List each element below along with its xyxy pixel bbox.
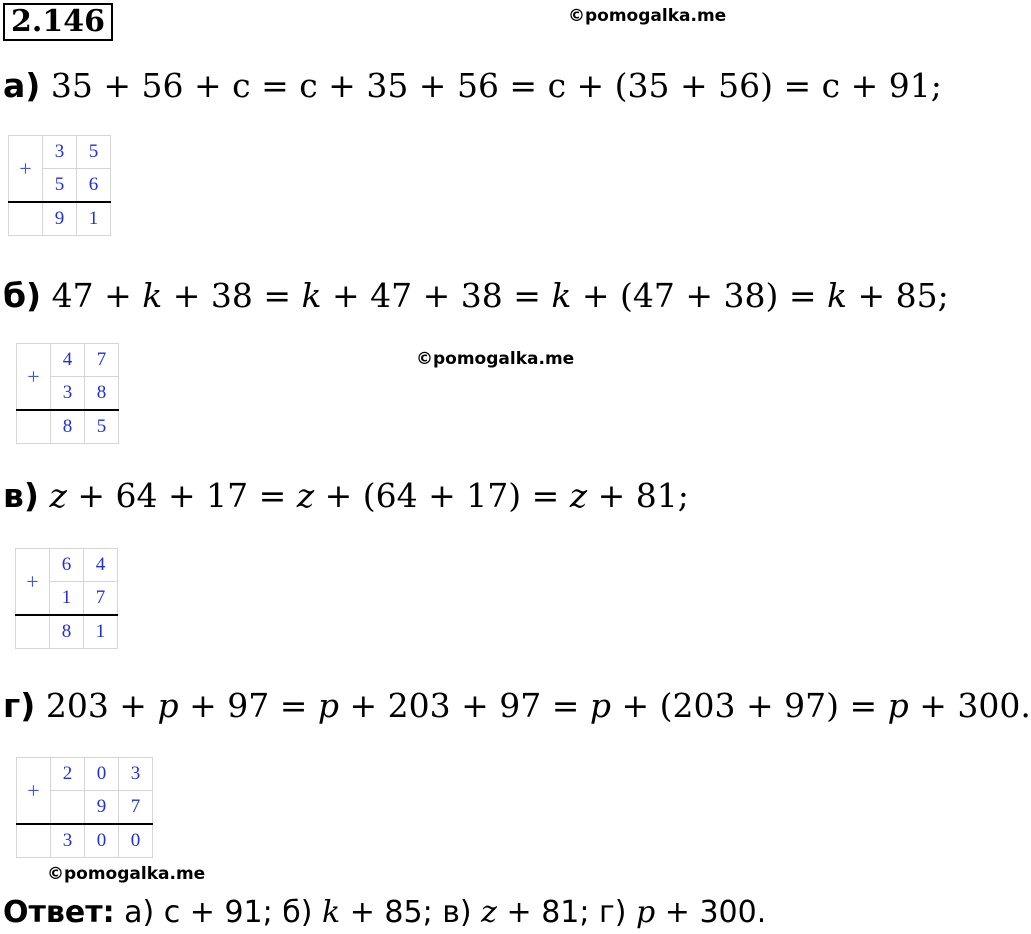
- plus-sign: +: [17, 758, 51, 825]
- plus-sign: +: [16, 549, 50, 616]
- part-b-equation: [3, 276, 949, 316]
- sum-digit-cell: 3: [51, 824, 85, 858]
- sum-digit-cell: 5: [85, 410, 119, 444]
- part-b-label: б): [3, 276, 42, 315]
- sum-row: [16, 615, 118, 649]
- problem-number: 2.146: [3, 3, 113, 41]
- expression-segment: p: [157, 686, 179, 725]
- digit-cell: 9: [85, 791, 119, 825]
- sum-digit-cell: 8: [51, 410, 85, 444]
- digit-cell: 4: [84, 549, 118, 582]
- answer-segment: а) c + 91; б): [114, 895, 323, 930]
- addend-row: [9, 136, 111, 169]
- digit-cell: 7: [85, 344, 119, 377]
- empty-cell: [17, 824, 51, 858]
- expression-segment: p: [589, 686, 611, 725]
- plus-sign: +: [17, 344, 51, 411]
- empty-cell: [16, 615, 50, 649]
- digit-cell: 3: [119, 758, 153, 791]
- part-a-expression: [51, 66, 942, 105]
- expression-segment: 203 +: [45, 686, 158, 725]
- expression-segment: p: [317, 686, 339, 725]
- expression-segment: k: [301, 276, 322, 315]
- digit-cell: [51, 791, 85, 825]
- expression-segment: + (64 + 17) =: [314, 476, 570, 515]
- part-b-expression: [52, 276, 949, 315]
- sum-digit-cell: 1: [84, 615, 118, 649]
- digit-cell: 3: [43, 136, 77, 169]
- answer-expression: [115, 895, 767, 930]
- part-d-label: г): [3, 686, 36, 725]
- part-a-column-addition: [8, 135, 111, 236]
- expression-segment: k: [551, 276, 572, 315]
- expression-segment: + 47 + 38 =: [321, 276, 552, 315]
- part-c-column-addition: [15, 548, 118, 649]
- digit-cell: 1: [50, 582, 84, 616]
- expression-segment: z: [569, 476, 588, 515]
- empty-cell: [9, 202, 43, 236]
- digit-cell: 2: [51, 758, 85, 791]
- expression-segment: p: [887, 686, 909, 725]
- sum-digit-cell: 9: [43, 202, 77, 236]
- part-d-expression: [46, 686, 1031, 725]
- sum-digit-cell: 0: [119, 824, 153, 858]
- sum-row: [9, 202, 111, 236]
- expression-segment: + 64 + 17 =: [66, 476, 297, 515]
- expression-segment: + 81;: [587, 476, 689, 515]
- watermark-top: ©pomogalka.me: [568, 6, 727, 26]
- watermark-bottom: ©pomogalka.me: [47, 864, 206, 884]
- expression-segment: z: [49, 476, 67, 515]
- sum-digit-cell: 0: [85, 824, 119, 858]
- digit-cell: 8: [85, 377, 119, 411]
- expression-segment: + 203 + 97 =: [338, 686, 590, 725]
- digit-cell: 5: [43, 169, 77, 203]
- part-a-label: а): [3, 66, 41, 105]
- expression-segment: k: [142, 276, 163, 315]
- expression-segment: + 300.: [908, 686, 1031, 725]
- digit-cell: 6: [77, 169, 111, 203]
- digit-cell: 7: [84, 582, 118, 616]
- answer-segment: + 81; г): [496, 895, 637, 930]
- part-d-column-addition: [16, 757, 153, 858]
- answer-segment: p: [636, 895, 656, 930]
- addend-row: [17, 758, 153, 791]
- addend-row: [17, 344, 119, 377]
- answer-line: [3, 893, 766, 933]
- digit-cell: 7: [119, 791, 153, 825]
- answer-segment: z: [481, 895, 497, 930]
- answer-segment: + 85; в): [340, 895, 482, 930]
- expression-segment: + 97 =: [178, 686, 318, 725]
- part-c-equation: [3, 476, 689, 516]
- part-b-column-addition: [16, 343, 119, 444]
- digit-cell: 0: [85, 758, 119, 791]
- sum-digit-cell: 8: [50, 615, 84, 649]
- addend-row: [16, 549, 118, 582]
- answer-segment: k: [322, 895, 341, 930]
- expression-segment: k: [827, 276, 848, 315]
- expression-segment: + (203 + 97) =: [610, 686, 888, 725]
- answer-segment: + 300.: [655, 895, 767, 930]
- answer-label: Ответ:: [3, 895, 115, 930]
- expression-segment: + 38 =: [162, 276, 302, 315]
- digit-cell: 6: [50, 549, 84, 582]
- expression-segment: z: [296, 476, 315, 515]
- plus-sign: +: [9, 136, 43, 203]
- part-c-label: в): [3, 476, 39, 515]
- sum-row: [17, 410, 119, 444]
- expression-segment: 47 +: [51, 276, 143, 315]
- sum-row: [17, 824, 153, 858]
- part-c-expression: [49, 476, 688, 515]
- watermark-middle: ©pomogalka.me: [416, 349, 575, 369]
- digit-cell: 5: [77, 136, 111, 169]
- digit-cell: 4: [51, 344, 85, 377]
- expression-segment: + 85;: [847, 276, 949, 315]
- sum-digit-cell: 1: [77, 202, 111, 236]
- part-d-equation: [3, 686, 1031, 726]
- expression-segment: + (47 + 38) =: [571, 276, 828, 315]
- part-a-equation: [3, 66, 942, 106]
- expression-segment: 35 + 56 + c = c + 35 + 56 = c + (35 + 56) = c + 91;: [50, 66, 942, 105]
- digit-cell: 3: [51, 377, 85, 411]
- empty-cell: [17, 410, 51, 444]
